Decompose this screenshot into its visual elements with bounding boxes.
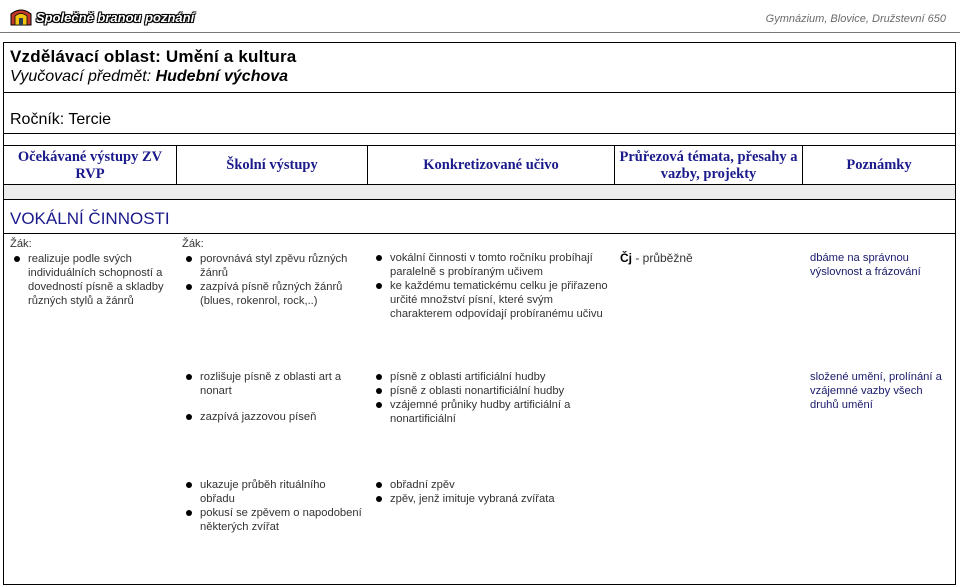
section-title: VOKÁLNÍ ČINNOSTI	[10, 209, 170, 228]
list-item: zpěv, jenž imituje vybraná zvířata	[372, 492, 610, 506]
list-item: písně z oblasti nonartificiální hudby	[372, 384, 610, 398]
list-item: ke každému tematickému celku je přiřazeno určité množství písní, které svým charakterem odpovídají probíranému učivu	[372, 279, 610, 321]
row1-note-cell: dbáme na správnou výslovnost a frázování	[810, 252, 921, 278]
column-header-school: Školní výstupy	[226, 157, 318, 173]
list-item: pokusí se zpěvem o napodobení některých zvířat	[182, 506, 362, 534]
table-header	[4, 145, 955, 185]
row3-content-cell	[372, 478, 610, 506]
bullet-icon	[186, 510, 192, 516]
list-item: realizuje podle svých individuálních schopností a dovedností písně a skladby různých stylů a žánrů	[10, 252, 172, 308]
bullet-icon	[376, 388, 382, 394]
list-item: vokální činnosti v tomto ročníku probíhají paralelně s probíraným učivem	[372, 251, 610, 279]
bullet-icon	[14, 256, 20, 262]
cross-subject-text: - průběžně	[632, 251, 693, 265]
column-header-notes: Poznámky	[846, 157, 912, 173]
column-header-rvp: Očekávané výstupy ZV RVP	[17, 148, 163, 182]
bullet-icon	[376, 482, 382, 488]
bullet-icon	[376, 255, 382, 261]
bullet-icon	[186, 374, 192, 380]
row2-school-cell	[182, 370, 362, 424]
logo-text: Společně branou poznání	[36, 9, 195, 25]
section-divider	[4, 233, 955, 234]
list-item: vzájemné průniky hudby artificiální a nonartificiální	[372, 398, 610, 426]
list-item: porovnává styl zpěvu různých žánrů	[182, 252, 362, 280]
list-item: obřadní zpěv	[372, 478, 610, 492]
divider	[4, 92, 955, 93]
column-header-content: Konkretizované učivo	[423, 157, 559, 173]
bullet-icon	[186, 256, 192, 262]
header-divider	[0, 32, 960, 33]
row1-content-cell	[372, 251, 610, 321]
bullet-icon	[186, 414, 192, 420]
gate-logo-icon	[10, 8, 32, 26]
list-item: zazpívá jazzovou píseň	[182, 410, 362, 424]
blank-row	[4, 185, 955, 200]
curriculum-frame	[3, 42, 956, 585]
list-item: zazpívá písně různých žánrů (blues, rokenrol, rock,..)	[182, 280, 362, 308]
bullet-icon	[376, 496, 382, 502]
row2-note-cell: složené umění, prolínání a vzájemné vazby všech druhů umění	[810, 371, 942, 411]
column-header-cross: Průřezová témata, přesahy a vazby, projekty	[619, 148, 798, 182]
row2-content-cell	[372, 370, 610, 426]
bullet-icon	[376, 283, 382, 289]
bullet-icon	[186, 284, 192, 290]
row1-rvp-cell	[10, 237, 172, 308]
row1-school-cell	[182, 237, 362, 308]
grade: Ročník: Tercie	[10, 111, 112, 128]
subject-prefix: Vyučovací předmět:	[10, 68, 156, 85]
subject-name: Hudební výchova	[155, 68, 289, 85]
subject-line	[10, 68, 288, 86]
row3-school-cell	[182, 478, 362, 534]
bullet-icon	[376, 374, 382, 380]
bullet-icon	[376, 402, 382, 408]
list-item: písně z oblasti artificiální hudby	[372, 370, 610, 384]
pupil-label: Žák:	[10, 238, 32, 250]
area-title: Vzdělávací oblast: Umění a kultura	[10, 47, 297, 66]
divider	[4, 133, 955, 134]
logo	[10, 8, 194, 26]
cross-subject-code: Čj	[620, 251, 632, 265]
pupil-label: Žák:	[182, 238, 204, 250]
bullet-icon	[186, 482, 192, 488]
list-item: rozlišuje písně z oblasti art a nonart	[182, 370, 362, 398]
list-item: ukazuje průběh rituálního obřadu	[182, 478, 362, 506]
row1-cross-cell	[620, 251, 798, 265]
school-name: Gymnázium, Blovice, Družstevní 650	[765, 13, 946, 25]
